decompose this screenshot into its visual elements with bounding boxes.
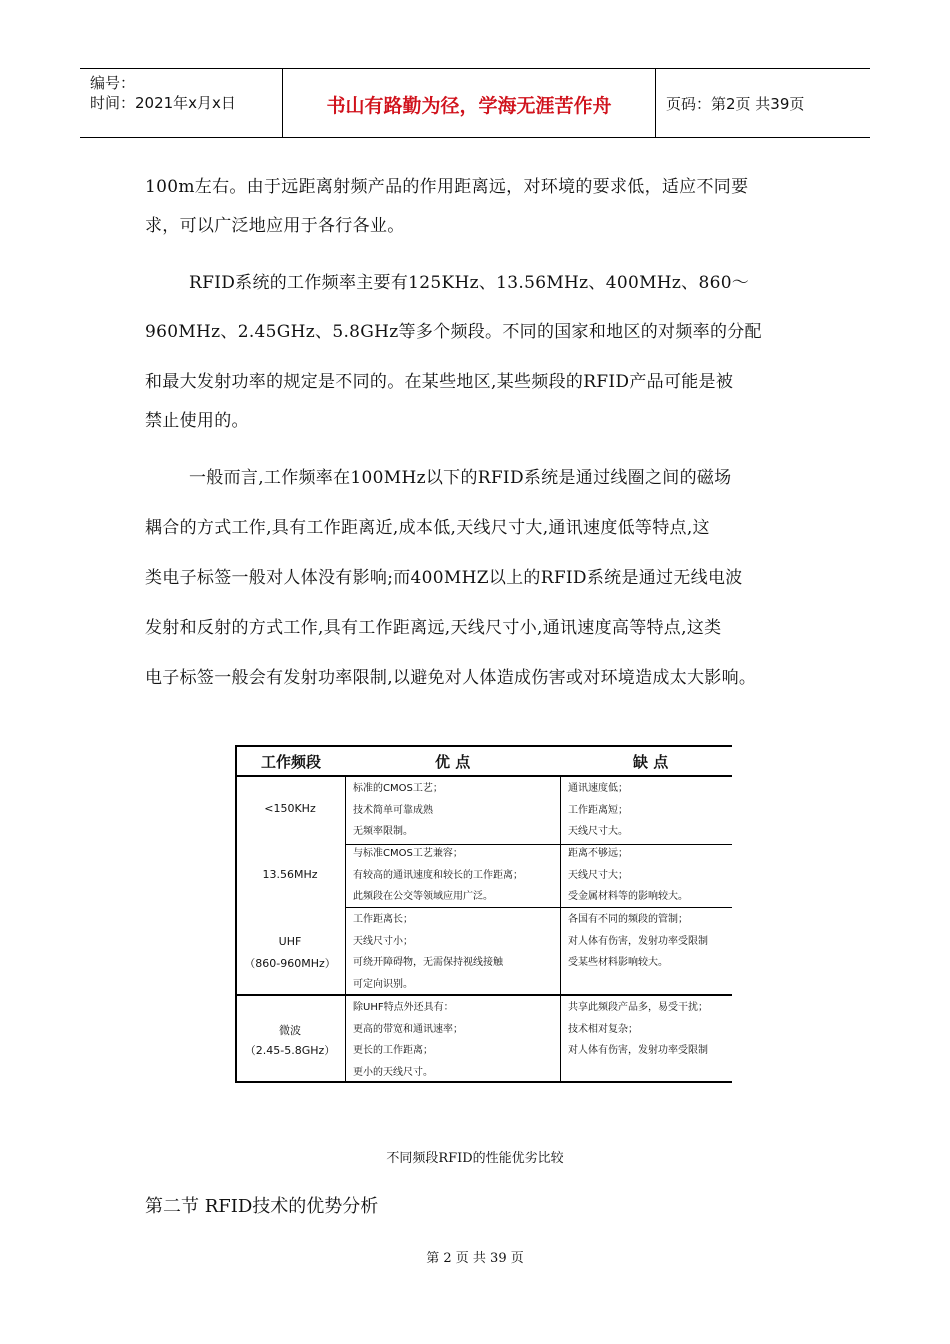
band-cell: 微波 <box>279 1024 301 1037</box>
text-line: 960MHz、2.45GHz、5.8GHz等多个频段。不同的国家和地区的对频率的分配 <box>145 322 762 342</box>
header-divider <box>655 69 656 137</box>
pros-cell: 与标准CMOS工艺兼容； 有较高的通讯速度和较长的工作距离； 此频段在公交等领域应用广泛。 <box>353 848 523 902</box>
section-title: 第二节 RFID技术的优势分析 <box>145 1196 379 1217</box>
cons-cell: 各国有不同的频段的管制； 对人体有伤害，发射功率受限制 受某些材料影响较大。 <box>568 914 708 968</box>
date-label: 时间：2021年x月x日 <box>90 94 236 112</box>
header-pros: 优 点 <box>435 753 471 771</box>
text-line: 求，可以广泛地应用于各行各业。 <box>145 216 405 236</box>
band-cell: （2.45-5.8GHz） <box>244 1044 336 1057</box>
text-line: RFID系统的工作频率主要有125KHz、13.56MHz、400MHz、860～ <box>189 273 750 293</box>
header-cons: 缺 点 <box>633 753 669 771</box>
frequency-comparison-table <box>235 745 732 1083</box>
text-line: 100m左右。由于远距离射频产品的作用距离远，对环境的要求低，适应不同要 <box>145 177 749 197</box>
table-caption: 不同频段RFID的性能优劣比较 <box>386 1151 564 1166</box>
band-cell: <150KHz <box>264 802 316 815</box>
header-band: 工作频段 <box>261 753 322 771</box>
band-cell: UHF <box>278 935 302 948</box>
number-label: 编号： <box>90 74 136 92</box>
page-footer: 第 2 页 共 39 页 <box>426 1251 524 1266</box>
text-line: 发射和反射的方式工作,具有工作距离远,天线尺寸小,通讯速度高等特点,这类 <box>145 618 722 638</box>
text-line: 类电子标签一般对人体没有影响;而400MHZ以上的RFID系统是通过无线电波 <box>145 568 743 588</box>
text-line: 和最大发射功率的规定是不同的。在某些地区,某些频段的RFID产品可能是被 <box>145 372 734 392</box>
header-left <box>90 73 236 113</box>
pros-cell: 除UHF特点外还具有： 更高的带宽和通讯速率； 更长的工作距离； 更小的天线尺寸。 <box>353 1002 463 1078</box>
pros-cell: 工作距离长； 天线尺寸小； 可绕开障碍物，无需保持视线接触 可定向识别。 <box>353 914 503 990</box>
text-line: 电子标签一般会有发射功率限制,以避免对人体造成伤害或对环境造成太大影响。 <box>145 668 757 688</box>
header-motto: 书山有路勤为径，学海无涯苦作舟 <box>326 95 612 117</box>
text-line: 耦合的方式工作,具有工作距离近,成本低,天线尺寸大,通讯速度低等特点,这 <box>145 518 710 538</box>
text-line: 一般而言,工作频率在100MHz以下的RFID系统是通过线圈之间的磁场 <box>189 468 732 488</box>
cons-cell: 距离不够远； 天线尺寸大； 受金属材料等的影响较大。 <box>568 848 688 902</box>
band-cell: 13.56MHz <box>262 868 318 881</box>
band-cell: （860-960MHz） <box>244 957 336 970</box>
text-line: 禁止使用的。 <box>145 411 249 431</box>
document-header <box>80 68 870 138</box>
header-page-label: 页码：第2页 共39页 <box>666 95 805 113</box>
cons-cell: 通讯速度低； 工作距离短； 天线尺寸大。 <box>568 783 628 837</box>
pros-cell: 标准的CMOS工艺； 技术简单可靠成熟 无频率限制。 <box>353 783 443 837</box>
cons-cell: 共享此频段产品多，易受干扰； 技术相对复杂； 对人体有伤害，发射功率受限制 <box>568 1002 708 1056</box>
